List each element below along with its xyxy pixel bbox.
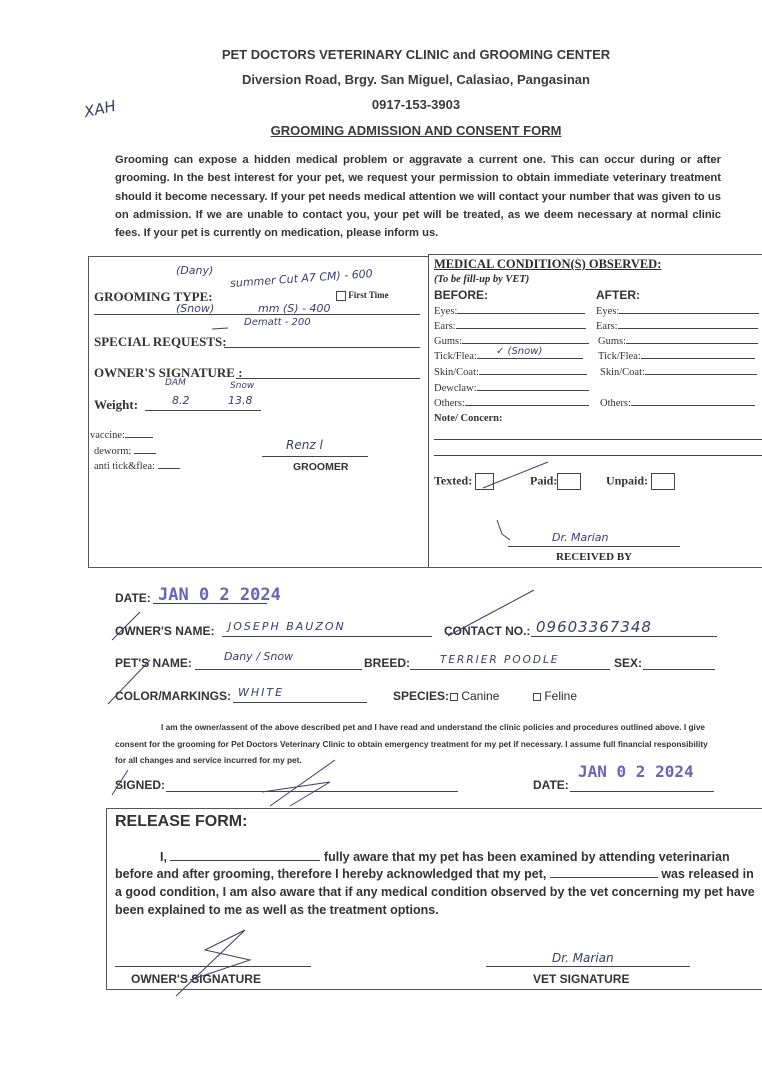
vaccine-row[interactable] [90, 430, 153, 441]
before-eyes[interactable] [434, 306, 585, 317]
first-time-checkbox[interactable] [336, 290, 389, 301]
date-label: DATE: [115, 591, 151, 605]
note-label: Note/ Concern: [434, 413, 503, 424]
after-eyes[interactable] [596, 306, 759, 317]
hw-weight-dany: 8.2 [172, 394, 190, 407]
release-name-blank[interactable] [170, 860, 320, 861]
release-box [106, 808, 762, 990]
texted-field[interactable] [434, 473, 494, 490]
hw-dany: (Dany) [176, 264, 214, 277]
before-others[interactable] [434, 398, 589, 409]
after-ears-label: Ears: [596, 321, 618, 332]
before-skin-label: Skin/Coat: [434, 367, 479, 378]
deworm-label: deworm: [94, 446, 132, 457]
after-skin[interactable] [600, 367, 757, 378]
groomer-label: GROOMER [293, 461, 349, 473]
clinic-phone: 0917-153-3903 [371, 97, 461, 112]
feline-checkbox[interactable] [533, 693, 541, 701]
after-eyes-label: Eyes: [596, 306, 620, 317]
before-ears-label: Ears: [434, 321, 456, 332]
vaccine-label: vaccine: [90, 430, 125, 441]
date2-line[interactable] [570, 791, 714, 792]
owner-name-label: OWNER'S NAME: [115, 624, 215, 638]
hw-summer-cut: summer Cut A7 CM) - 600 [229, 267, 374, 290]
groomer-signature: Renz l [286, 438, 323, 452]
release-vet-line[interactable] [486, 966, 690, 967]
owner-signature-label: OWNER'S SIGNATURE : [94, 365, 243, 380]
before-ears[interactable] [434, 321, 586, 332]
unpaid-checkbox[interactable] [651, 473, 675, 490]
release-line-4: been explained to me as well as the treatment options. [115, 903, 439, 917]
after-gums-label: Gums: [598, 336, 627, 347]
antitick-label: anti tick&flea: [94, 461, 155, 472]
breed-line[interactable] [410, 669, 610, 670]
pet-name-value: Dany / Snow [224, 650, 294, 663]
before-eyes-label: Eyes: [434, 306, 458, 317]
deworm-row[interactable] [94, 446, 156, 457]
owner-signature-line[interactable] [236, 378, 420, 379]
antitick-row[interactable] [94, 461, 180, 472]
color-value: WHITE [238, 686, 285, 699]
contact-line[interactable] [531, 636, 717, 637]
after-label: AFTER: [596, 288, 640, 302]
before-gums-label: Gums: [434, 336, 463, 347]
release-line2-end: was released in [661, 867, 754, 881]
breed-label: BREED: [364, 656, 411, 670]
pet-name-line[interactable] [195, 669, 362, 670]
weight-label: Weight: [94, 397, 139, 412]
signed-line[interactable] [166, 791, 458, 792]
contact-value: 09603367348 [536, 618, 652, 636]
release-line1-text: fully aware that my pet has been examined by attending veterinarian [323, 850, 730, 864]
clinic-name: PET DOCTORS VETERINARY CLINIC and GROOMING CENTER [221, 47, 611, 62]
texted-checkbox[interactable] [475, 473, 494, 490]
owner-name-line[interactable] [222, 636, 432, 637]
contact-label: CONTACT NO.: [444, 624, 531, 638]
before-dewclaw[interactable] [434, 383, 589, 394]
hw-mm: mm (S) - 400 [258, 302, 331, 315]
canine-option[interactable] [450, 689, 499, 703]
consent-text: I am the owner/assent of the above described pet and I have read and understand the clinic policies and procedures outlined above. I give consent for the grooming for Pet Doctors Veterinary Clinic to obtain emergency treatment for my pet if necessary. I assume full financial responsibility for all changes and service incurred for my pet. [115, 722, 708, 765]
grooming-type-line [94, 314, 420, 315]
sex-line[interactable] [643, 669, 715, 670]
color-label: COLOR/MARKINGS: [115, 689, 231, 703]
weight-line[interactable] [145, 410, 261, 411]
release-line-3: a good condition, I am also aware that if any medical condition observed by the vet concerning my pet have [115, 885, 755, 899]
date-line[interactable] [153, 603, 267, 604]
note-line-1[interactable] [434, 439, 762, 440]
release-vet-label: VET SIGNATURE [533, 972, 630, 986]
species-label: SPECIES: [393, 689, 450, 703]
after-gums[interactable] [598, 336, 758, 347]
hw-weight-snow: 13.8 [228, 394, 253, 407]
date-stamp: JAN 0 2 2024 [158, 585, 281, 605]
margin-note: XAH [82, 96, 118, 122]
release-line2-text: before and after grooming, therefore I hereby acknowledged that my pet, [115, 867, 547, 881]
release-owner-label: OWNER'S SIGNATURE [131, 972, 261, 986]
hw-dematt: Dematt - 200 [244, 317, 311, 328]
release-vet-signature: Dr. Marian [552, 951, 614, 965]
after-others[interactable] [600, 398, 755, 409]
feline-option[interactable] [533, 689, 577, 703]
breed-value: TERRIER POODLE [440, 654, 560, 666]
color-line[interactable] [233, 702, 367, 703]
owner-name-value: JOSEPH BAUZON [228, 620, 346, 633]
before-skin[interactable] [434, 367, 587, 378]
date2-stamp: JAN 0 2 2024 [578, 762, 694, 781]
note-line-2[interactable] [434, 455, 762, 456]
hw-tick-snow: ✓ (Snow) [496, 346, 543, 357]
before-tick-label: Tick/Flea: [434, 351, 477, 362]
texted-label: Texted: [434, 473, 473, 488]
before-label: BEFORE: [434, 288, 488, 302]
special-requests-label: SPECIAL REQUESTS: [94, 334, 227, 349]
release-title: RELEASE FORM: [115, 813, 248, 830]
release-line-1 [160, 850, 730, 864]
pet-name-label: PET'S NAME: [115, 656, 192, 670]
received-by-line [508, 546, 680, 547]
release-line-2 [115, 867, 754, 881]
medical-subtitle: (To be fill-up by VET) [434, 274, 530, 285]
after-skin-label: Skin/Coat: [600, 367, 645, 378]
hw-weight-dany-name: DAM [165, 378, 186, 388]
paid-field[interactable] [530, 473, 581, 490]
paid-label: Paid: [530, 473, 558, 488]
dewclaw-label: Dewclaw: [434, 383, 477, 394]
grooming-type-label: GROOMING TYPE: [94, 289, 213, 304]
paid-checkbox[interactable] [557, 473, 581, 490]
first-time-label: First Time [348, 290, 389, 300]
after-others-label: Others: [600, 398, 631, 409]
first-time-box[interactable] [336, 291, 346, 301]
canine-checkbox[interactable] [450, 693, 458, 701]
special-requests-line[interactable] [224, 347, 420, 348]
before-others-label: Others: [434, 398, 465, 409]
feline-label: Feline [544, 689, 578, 703]
intro-paragraph: Grooming can expose a hidden medical problem or aggravate a current one. This can occur during or after grooming. In the best interest for your pet, we request your permission to obtain immediate veterinary treatment should it become necessary. If your pet needs medical attention we will contact your number that was given to us on admission. If we are unable to contact you, your pet will be treated, as we deem necessary at normal clinic fees. If your pet is currently on medication, please inform us. [115, 154, 721, 240]
clinic-address: Diversion Road, Brgy. San Miguel, Calasiao, Pangasinan [242, 72, 590, 87]
after-tick[interactable] [598, 351, 755, 362]
after-tick-label: Tick/Flea: [598, 351, 641, 362]
canine-label: Canine [461, 689, 500, 703]
unpaid-label: Unpaid: [606, 473, 649, 488]
groomer-line [262, 456, 368, 457]
release-i: I, [160, 850, 167, 864]
release-pet-blank[interactable] [550, 877, 658, 878]
date2-label: DATE: [533, 778, 569, 792]
form-title: GROOMING ADMISSION AND CONSENT FORM [270, 123, 562, 138]
after-ears[interactable] [596, 321, 758, 332]
hw-weight-snow-name: Snow [230, 381, 255, 391]
unpaid-field[interactable] [606, 473, 675, 490]
vet-received-signature: Dr. Marian [552, 531, 609, 544]
signed-label: SIGNED: [115, 778, 166, 792]
sex-label: SEX: [614, 656, 643, 670]
release-owner-line[interactable] [115, 966, 311, 967]
medical-title: MEDICAL CONDITION(S) OBSERVED: [434, 257, 662, 271]
hw-snow: (Snow) [176, 302, 215, 315]
received-by-label: RECEIVED BY [556, 551, 633, 563]
